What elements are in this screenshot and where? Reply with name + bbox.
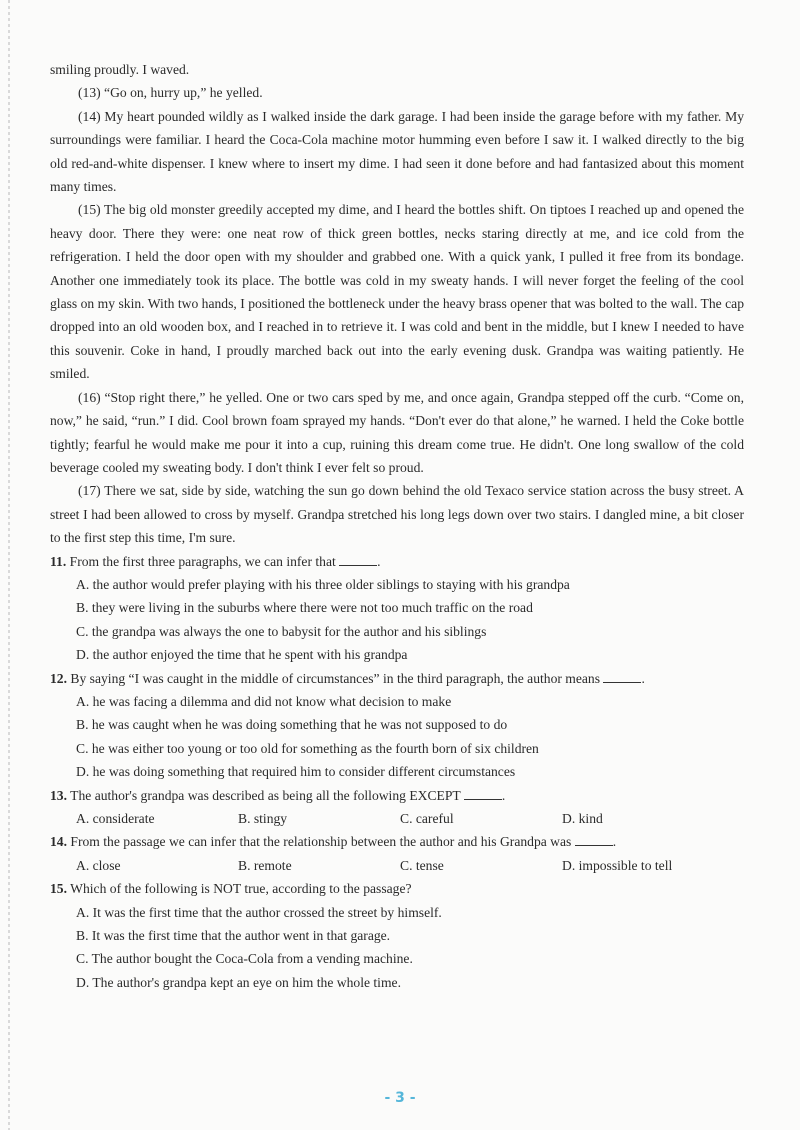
question-number: 13. — [50, 787, 67, 803]
question-number: 14. — [50, 834, 67, 850]
question-11 — [50, 550, 744, 667]
option-b: B. he was caught when he was doing something that he was not supposed to do — [76, 717, 508, 733]
question-14 — [50, 830, 744, 877]
reading-passage — [50, 58, 744, 994]
option-a: A. considerate — [76, 811, 155, 826]
paragraph-14: (14) My heart pounded wildly as I walked inside the dark garage. I had been inside the garage before with my father. My surroundings were familiar. I heard the Coca-Cola machine motor humming even before I saw it. I walked directly to the big old red-and-white dispenser. I knew where to insert my dime. I had seen it done before and had fantasized about this moment many times. — [50, 108, 744, 195]
paragraph-15: (15) The big old monster greedily accepted my dime, and I heard the bottles shift. On tiptoes I reached up and opened the heavy door. There they were: one neat row of thick green bottles, necks staring directly at me, and ice cold from the refrigeration. I held the door open with my shoulder and grabbed one. With a quick yank, I pulled it free from its bondage. Another one immediately took its place. The bottle was cold in my sweaty hands. I will never forget the feeling of the cool glass on my skin. With two hands, I positioned the bottleneck under the heavy brass opener that was bolted to the wall. The cap dropped into an old wooden box, and I reached in to retrieve it. I was cold and bent in the middle, but I knew I needed to have this souvenir. Coke in hand, I proudly marched back out into the early evening dusk. Grandpa was waiting patiently. He smiled. — [50, 202, 744, 382]
option-b: B. remote — [238, 857, 292, 873]
question-number: 15. — [50, 881, 67, 897]
question-end: . — [612, 834, 617, 850]
question-stem: The author's grandpa was described as being all the following EXCEPT — [70, 787, 461, 803]
paragraph-13: (13) “Go on, hurry up,” he yelled. — [78, 85, 263, 101]
question-12 — [50, 667, 744, 784]
answer-blank — [603, 670, 641, 683]
paragraph-12-end: smiling proudly. I waved. — [50, 62, 190, 77]
option-b: B. they were living in the suburbs where there were not too much traffic on the road — [76, 600, 533, 616]
question-end: . — [501, 787, 506, 803]
option-d: D. The author's grandpa kept an eye on him the whole time. — [76, 974, 401, 990]
answer-blank — [464, 787, 502, 800]
question-stem: From the passage we can infer that the relationship between the author and his Grandpa was — [70, 834, 572, 850]
option-c: C. The author bought the Coca-Cola from a vending machine. — [76, 951, 413, 967]
question-end: . — [641, 670, 645, 686]
option-c: C. the grandpa was always the one to babysit for the author and his siblings — [76, 623, 487, 639]
option-a: A. the author would prefer playing with his three older siblings to staying with his grandpa — [76, 576, 570, 592]
options-row — [50, 807, 744, 830]
question-stem: From the first three paragraphs, we can infer that — [69, 553, 336, 569]
option-a: A. he was facing a dilemma and did not know what decision to make — [76, 693, 452, 709]
option-d: D. kind — [562, 811, 603, 826]
question-number: 11. — [50, 553, 67, 569]
answer-blank — [339, 553, 377, 566]
question-number: 12. — [50, 670, 67, 686]
answer-blank — [575, 833, 613, 846]
question-stem: By saying “I was caught in the middle of circumstances” in the third paragraph, the author means — [70, 670, 601, 686]
question-13 — [50, 784, 744, 831]
option-d: D. impossible to tell — [562, 857, 673, 873]
question-15 — [50, 877, 744, 994]
option-c: C. tense — [400, 857, 444, 873]
options-row — [50, 854, 744, 877]
option-d: D. he was doing something that required him to consider different circumstances — [76, 764, 516, 780]
option-a: A. It was the first time that the author crossed the street by himself. — [76, 904, 442, 920]
paragraph-16: (16) “Stop right there,” he yelled. One or two cars sped by me, and once again, Grandpa stepped off the curb. “Come on, now,” he said, “run.” I did. Cool brown foam sprayed my hands. “Don't ever do that alone,” he warned. I held the Coke bottle tightly; fearful he would make me pour it into a cup, ruining this dream come true. He didn't. One long swallow of the cold beverage cooled my sweating body. I don't think I ever felt so proud. — [50, 389, 744, 475]
option-b: B. stingy — [238, 811, 288, 826]
option-c: C. careful — [400, 811, 454, 826]
option-a: A. close — [76, 857, 121, 873]
option-c: C. he was either too young or too old for something as the fourth born of six children — [76, 740, 539, 756]
page-number: - 3 - — [384, 1090, 416, 1106]
option-d: D. the author enjoyed the time that he spent with his grandpa — [76, 647, 408, 663]
question-end: . — [377, 553, 381, 569]
option-b: B. It was the first time that the author went in that garage. — [76, 928, 391, 944]
paragraph-17: (17) There we sat, side by side, watching the sun go down behind the old Texaco service station across the busy street. A street I had been allowed to cross by myself. Grandpa stretched his long legs down over two stairs. I dangled mine, a bit closer to the first step this time, I'm sure. — [50, 483, 744, 546]
question-stem: Which of the following is NOT true, according to the passage? — [70, 881, 412, 897]
binding-edge — [8, 0, 10, 1130]
